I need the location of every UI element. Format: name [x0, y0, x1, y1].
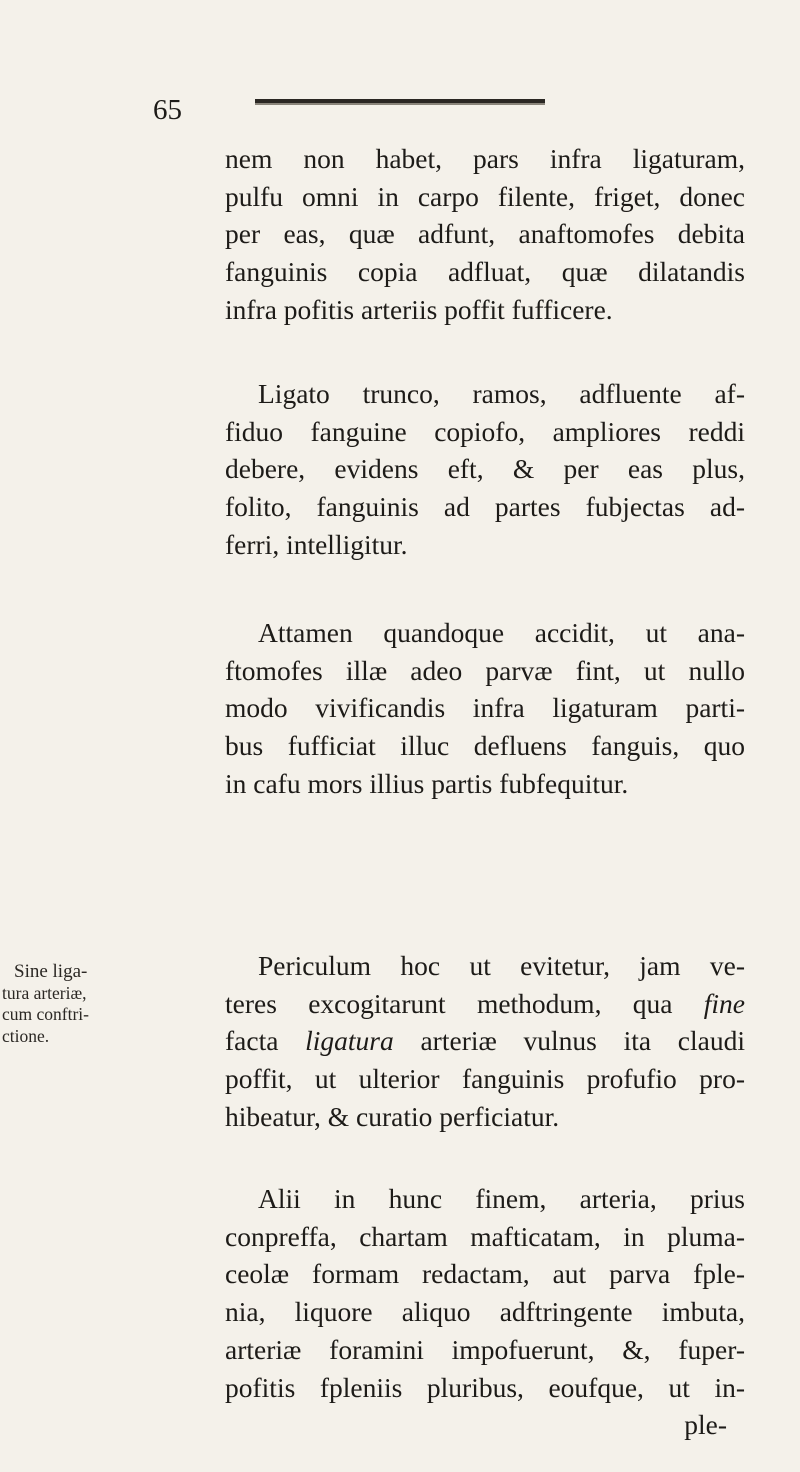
text-line: nem non habet, pars infra ligaturam,: [225, 143, 745, 174]
text-line: nia, liquore aliquo adftringente imbuta,: [225, 1296, 745, 1328]
margin-note: [2, 961, 200, 1047]
text-line: infra pofitis arteriis poffit fufficere.: [225, 293, 613, 325]
text-line: debere, evidens eft, & per eas plus,: [225, 453, 745, 485]
text-line: Attamen quandoque accidit, ut ana-: [258, 617, 745, 648]
text-line: pofitis fpleniis pluribus, eoufque, ut in-: [225, 1371, 745, 1403]
text-run: teres excogitarunt methodum, qua: [225, 987, 704, 1019]
text-line: [225, 985, 745, 1023]
header-rule: [255, 99, 545, 105]
italic-text: fine: [703, 987, 745, 1019]
margin-note-line: Sine liga-: [14, 961, 88, 982]
text-line: in cafu mors illius partis fubfequitur.: [225, 767, 629, 799]
catchword: ple-: [684, 1409, 727, 1441]
text-run: facta: [225, 1025, 306, 1057]
text-line: poffit, ut ulterior fanguinis profufio pro-: [225, 1063, 745, 1095]
paragraph-5: [225, 1180, 745, 1444]
paragraph-4: [225, 947, 745, 1136]
text-line: arteriæ foramini impofuerunt, &, fuper-: [225, 1333, 745, 1365]
text-line: [225, 1022, 745, 1060]
text-line: bus fufficiat illuc defluens fanguis, quo: [225, 730, 745, 762]
page-number: 65: [153, 94, 182, 126]
paragraph-1: [225, 140, 745, 329]
text-run: arteriæ vulnus ita claudi: [393, 1025, 745, 1057]
text-line: Alii in hunc finem, arteria, prius: [258, 1183, 745, 1214]
text-line: ferri, intelligitur.: [225, 528, 408, 560]
text-line: per eas, quæ adfunt, anaftomofes debita: [225, 218, 745, 250]
paragraph-3: [225, 614, 745, 803]
text-line: conpreffa, chartam mafticatam, in pluma-: [225, 1220, 745, 1252]
margin-note-line: ctione.: [2, 1025, 50, 1046]
text-line: ftomofes illæ adeo parvæ fint, ut nullo: [225, 654, 745, 686]
text-line: Periculum hoc ut evitetur, jam ve-: [258, 950, 745, 981]
text-line: fanguinis copia adfluat, quæ dilatandis: [225, 256, 745, 288]
text-line: folito, fanguinis ad partes fubjectas ad-: [225, 491, 745, 523]
text-line: modo vivificandis infra ligaturam parti-: [225, 692, 745, 724]
italic-text: ligatura: [305, 1025, 394, 1057]
text-line: Ligato trunco, ramos, adfluente af-: [258, 378, 745, 409]
margin-note-line: tura arteriæ,: [2, 982, 87, 1003]
paragraph-2: [225, 375, 745, 564]
text-line: hibeatur, & curatio perficiatur.: [225, 1100, 560, 1132]
text-line: fiduo fanguine copiofo, ampliores reddi: [225, 415, 745, 447]
text-line: pulfu omni in carpo filente, friget, donec: [225, 180, 745, 212]
text-line: ceolæ formam redactam, aut parva fple-: [225, 1258, 745, 1290]
margin-note-line: cum conftri-: [2, 1004, 89, 1024]
